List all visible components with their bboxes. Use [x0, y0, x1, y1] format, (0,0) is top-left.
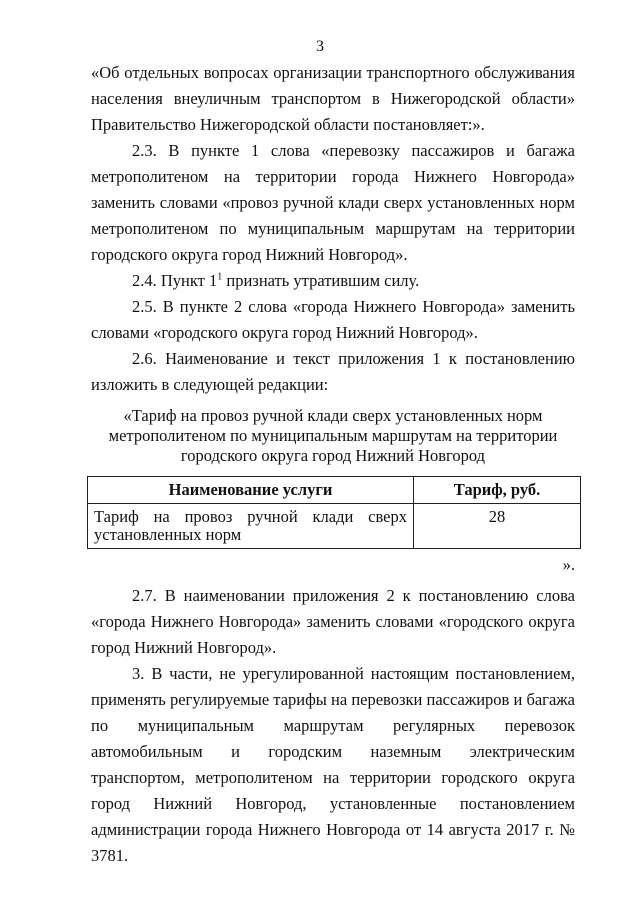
page-number: 3 — [316, 38, 324, 55]
paragraph-2-4-text: 2.4. Пункт 1 — [132, 271, 218, 290]
tariff-table — [87, 476, 581, 549]
paragraph-2-5: 2.5. В пункте 2 слова «города Нижнего Новгорода» заменить словами «городского округа город Нижний Новгород». — [91, 297, 575, 342]
paragraph-2-3: 2.3. В пункте 1 слова «перевозку пассажиров и багажа метрополитеном на территории города Нижнего Новгорода» заменить словами «провоз ручной клади сверх установленных норм метрополитеном по муниципальным маршрутам на территории городского округа город Нижний Новгород». — [91, 141, 575, 264]
paragraph-2-4 — [91, 268, 575, 294]
closing-quote: ». — [562, 555, 575, 574]
paragraph-3: 3. В части, не урегулированной настоящим постановлением, применять регулируемые тарифы на перевозки пассажиров и багажа по муниципальным маршрутам регулярных перевозок автомобильным и городским наземным электрическим транспортом, метрополитеном на территории городского округа город Нижний Новгород, установленные постановлением администрации города Нижнего Новгорода от 14 августа 2017 г. № 3781. — [91, 664, 575, 865]
table-header-row — [88, 477, 581, 504]
paragraph-continuation: «Об отдельных вопросах организации транспортного обслуживания населения внеуличным транспортом в Нижегородской области» Правительство Нижегородской области постановляет:». — [91, 63, 575, 134]
paragraph-2-4-tail: признать утратившим силу. — [222, 271, 420, 290]
paragraph-2-7: 2.7. В наименовании приложения 2 к постановлению слова «города Нижнего Новгорода» заменить словами «городского округа город Нижний Новгород». — [91, 586, 575, 657]
appendix-title-line: метрополитеном по муниципальным маршрутам на территории — [108, 426, 558, 445]
appendix-title-line: «Тариф на провоз ручной клади сверх установленных норм — [123, 406, 543, 425]
table-row — [88, 504, 581, 549]
column-header-tariff: Тариф, руб. — [414, 477, 581, 504]
document-body — [91, 60, 575, 869]
service-cell: Тариф на провоз ручной клади сверх установленных норм — [88, 504, 414, 549]
column-header-service: Наименование услуги — [88, 477, 414, 504]
appendix-title-line: городского округа город Нижний Новгород — [180, 446, 486, 465]
appendix-title — [91, 406, 575, 466]
paragraph-2-4-superscript: 1 — [217, 271, 223, 283]
price-cell: 28 — [414, 504, 581, 549]
paragraph-2-6: 2.6. Наименование и текст приложения 1 к постановлению изложить в следующей редакции: — [91, 349, 575, 394]
